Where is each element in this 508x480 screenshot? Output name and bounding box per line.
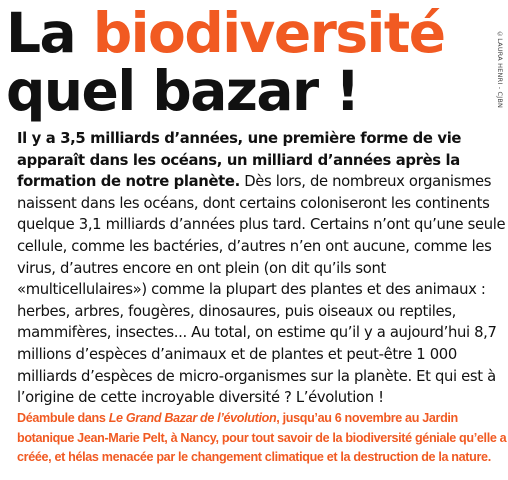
event-note: Déambule dans Le Grand Bazar de l’évolution, jusqu’au 6 novembre au Jardin botanique Jean-Marie Pelt, à Nancy, pour tout savoir de la biodiversité géniale qu’elle a créée, et hélas menacée par le changement climatique et la destruction de la nature. — [17, 411, 507, 464]
article-body — [17, 128, 507, 409]
article-paragraph: Dès lors, de nombreux organismes naissent dans les océans, dont certains coloniseront les continents quelque 3,1 milliards d’années plus tard. Certains n’ont qu’une seule cellule, comme les bactéries, d’autres n’en ont aucune, comme les virus, d’autres encore en ont plein (on dit qu’ils sont «multicellulaires») comme la plupart des plantes et des animaux : herbes, arbres, fougères, dinosaures, puis oiseaux ou reptiles, mammifères, insectes... Au total, on estime qu’il y a aujourd’hui 8,7 millions d’espèces d’animaux et de plantes et peut-être 1 000 milliards d’espèces de micro-organismes sur la planète. Et qui est à l’origine de cette incroyable diversité ? L’évolution ! — [17, 173, 506, 407]
article-lead: Il y a 3,5 milliards d’années, une première forme de vie apparaît dans les océans, un milliard d’années après la formation de notre planète. — [17, 130, 462, 191]
page-title — [6, 1, 445, 123]
title-line1: La biodiversité — [6, 1, 445, 65]
photo-credit: ©LAURA HENRI - CJBN — [496, 30, 504, 109]
title-line2: quel bazar ! — [6, 59, 359, 123]
event-title: Le Grand Bazar de l’évolution — [108, 411, 277, 425]
title-accent-word: biodiversité — [92, 1, 445, 65]
